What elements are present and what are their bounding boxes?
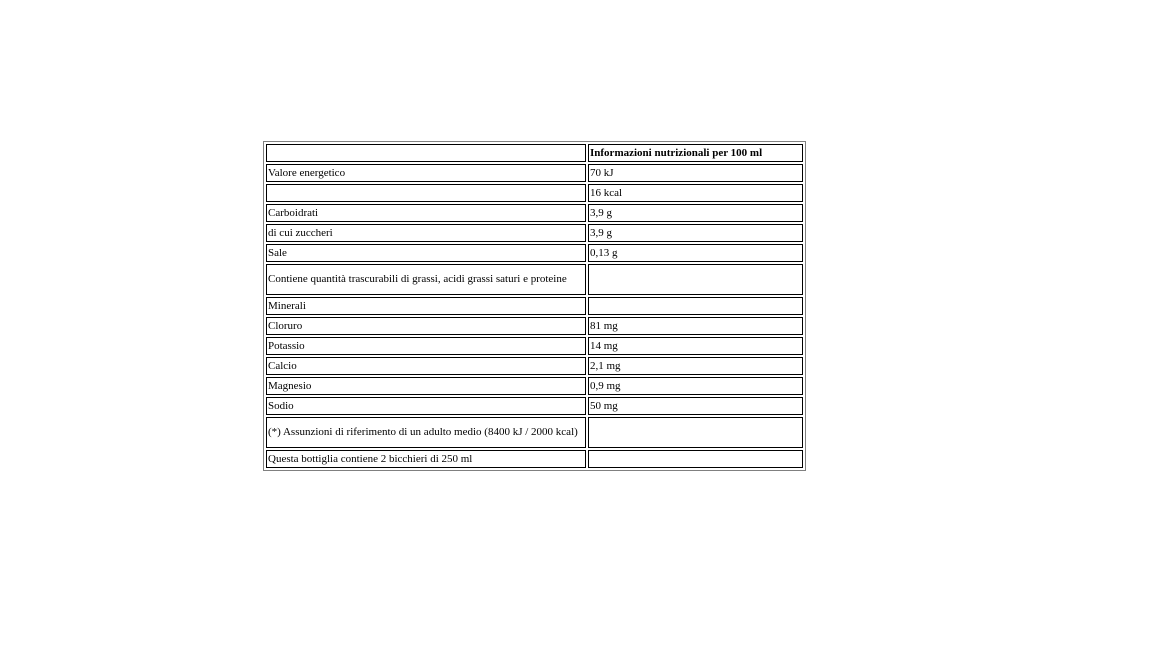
nutrient-name-cell: Cloruro xyxy=(266,317,586,335)
nutrient-name-cell: Sodio xyxy=(266,397,586,415)
nutrient-name-cell: Potassio xyxy=(266,337,586,355)
nutrient-value-cell xyxy=(588,417,803,448)
nutrient-value-cell: 70 kJ xyxy=(588,164,803,182)
table-row xyxy=(266,317,803,335)
nutrient-value-cell: 3,9 g xyxy=(588,224,803,242)
nutrient-value-cell: 3,9 g xyxy=(588,204,803,222)
header-name-cell xyxy=(266,144,586,162)
nutrient-value-cell xyxy=(588,264,803,295)
serving-note-cell: Questa bottiglia contiene 2 bicchieri di 250 ml xyxy=(266,450,586,468)
nutrient-name-cell: Carboidrati xyxy=(266,204,586,222)
nutrient-value-cell: 0,9 mg xyxy=(588,377,803,395)
table-row xyxy=(266,377,803,395)
nutrient-name-cell: Contiene quantità trascurabili di grassi, acidi grassi saturi e proteine xyxy=(266,264,586,295)
nutrient-name-cell: Calcio xyxy=(266,357,586,375)
nutrient-value-cell: 0,13 g xyxy=(588,244,803,262)
table-row xyxy=(266,297,803,315)
nutrient-value-cell: 14 mg xyxy=(588,337,803,355)
nutrient-value-cell: 50 mg xyxy=(588,397,803,415)
table-row xyxy=(266,450,803,468)
nutrient-value-cell xyxy=(588,450,803,468)
table-row xyxy=(266,357,803,375)
nutrient-name-cell: Magnesio xyxy=(266,377,586,395)
nutrient-name-cell: Minerali xyxy=(266,297,586,315)
table-row xyxy=(266,417,803,448)
table-row xyxy=(266,244,803,262)
table-row xyxy=(266,264,803,295)
nutrient-name-cell: Valore energetico xyxy=(266,164,586,182)
nutrient-name-cell: Sale xyxy=(266,244,586,262)
table-row xyxy=(266,337,803,355)
table-header-row xyxy=(266,144,803,162)
table-row xyxy=(266,184,803,202)
table-row xyxy=(266,204,803,222)
nutrient-value-cell: 16 kcal xyxy=(588,184,803,202)
footnote-cell: (*) Assunzioni di riferimento di un adulto medio (8400 kJ / 2000 kcal) xyxy=(266,417,586,448)
nutrient-value-cell: 81 mg xyxy=(588,317,803,335)
nutrient-name-cell xyxy=(266,184,586,202)
nutrient-name-cell: di cui zuccheri xyxy=(266,224,586,242)
table-row xyxy=(266,397,803,415)
nutrient-value-cell: 2,1 mg xyxy=(588,357,803,375)
header-value-cell: Informazioni nutrizionali per 100 ml xyxy=(588,144,803,162)
table-row xyxy=(266,224,803,242)
table-row xyxy=(266,164,803,182)
nutrition-table xyxy=(263,141,806,471)
nutrient-value-cell xyxy=(588,297,803,315)
